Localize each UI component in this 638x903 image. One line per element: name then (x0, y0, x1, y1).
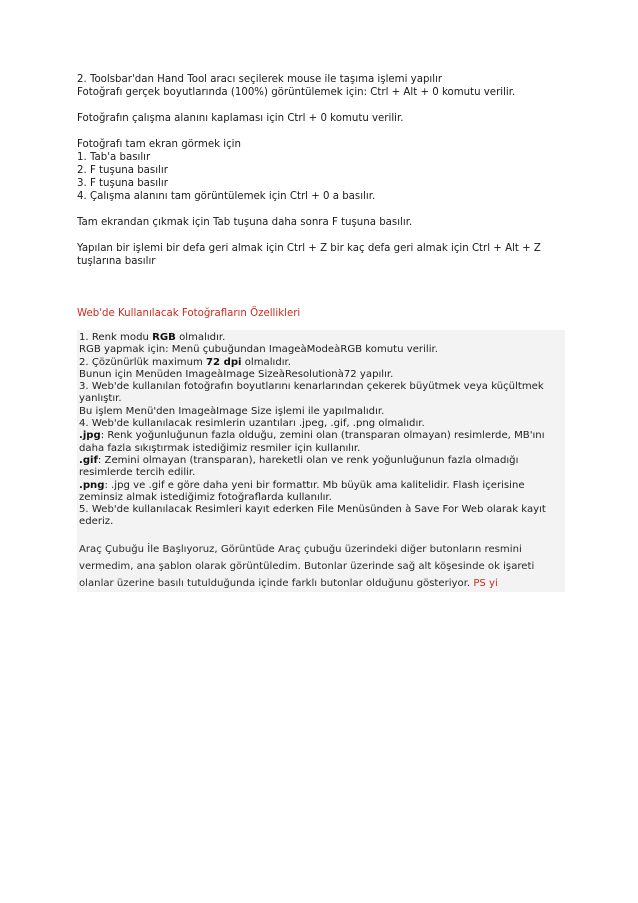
gif-description: .gif: Zemini olmayan (transparan), hareketli olan ve renk yoğunluğunun fazla olmadığı resimlerde tercih edilir. (79, 454, 519, 479)
rgb-bold: RGB (152, 332, 176, 343)
ps-link[interactable]: PS yi (473, 577, 498, 589)
resolution-line: 2. Çözünürlük maximum 72 dpi olmalıdır. (79, 356, 291, 368)
resize-howto-line: Bu işlem Menü'den ImageàImage Size işlemi ile yapılmalıdır. (79, 405, 385, 417)
toolbar-paragraph: Araç Çubuğu İle Başlıyoruz, Görüntüde Araç çubuğu üzerindeki diğer butonların resmini vermedim, ana şablon olarak görüntüledim. Butonlar üzerinde sağ alt köşesinde ok işareti olanlar üzerine basılı tutulduğunda içinde farklı butonlar olduğunu gösteriyor. PS yi (79, 543, 535, 589)
fullscreen-title: Fotoğrafı tam ekran görmek için (77, 139, 241, 150)
undo-paragraph: Yapılan bir işlemi bir defa geri almak için Ctrl + Z bir kaç defa geri almak için Ctrl + Alt + Z tuşlarına basılır (77, 243, 541, 267)
extensions-line: 4. Web'de kullanılacak resimlerin uzantıları .jpeg, .gif, .png olmalıdır. (79, 418, 425, 430)
png-description: .png: .jpg ve .gif e göre daha yeni bir formattır. Mb büyük ama kalitelidir. Flash içerisine zeminsiz almak istediğimiz fotoğraflarda kullanılır. (79, 479, 525, 503)
web-properties-box (77, 330, 565, 592)
document-page (77, 73, 565, 592)
fit-screen-line: Fotoğrafın çalışma alanını kaplaması için Ctrl + 0 komutu verilir. (77, 113, 404, 124)
color-mode-line: 1. Renk modu RGB olmalıdır. (79, 332, 226, 343)
dpi-bold: 72 dpi (206, 356, 242, 368)
resize-note: 3. Web'de kullanılan fotoğrafın boyutlarını kenarlarından çekerek büyütmek veya küçültmek yanlıştır. (79, 381, 544, 405)
fullscreen-step: 2. F tuşuna basılır (77, 165, 168, 176)
exit-fullscreen-line: Tam ekrandan çıkmak için Tab tuşuna daha sonra F tuşuna basılır. (77, 217, 413, 228)
fullscreen-step: 4. Çalışma alanını tam görüntülemek için Ctrl + 0 a basılır. (77, 191, 376, 202)
rgb-howto-line: RGB yapmak için: Menü çubuğundan ImageàModeàRGB komutu verilir. (79, 344, 438, 356)
section-heading: Web'de Kullanılacak Fotoğrafların Özellikleri (77, 308, 301, 319)
actual-size-line: Fotoğrafı gerçek boyutlarında (100%) görüntülemek için: Ctrl + Alt + 0 komutu verilir. (77, 87, 516, 98)
fullscreen-step: 3. F tuşuna basılır (77, 178, 168, 189)
save-for-web-line: 5. Web'de kullanılacak Resimleri kayıt ederken File Menüsünden à Save For Web olarak kayıt ederiz. (79, 504, 546, 528)
jpg-description: .jpg: Renk yoğunluğunun fazla olduğu, zemini olan (transparan olmayan) resimlerde, MB'ını daha fazla sıkıştırmak istediğimiz resmiler için kullanılır. (79, 430, 545, 454)
fullscreen-step: 1. Tab'a basılır (77, 152, 151, 163)
resolution-howto-line: Bunun için Menüden ImageàImage SizeàResolutionà72 yapılır. (79, 368, 394, 380)
hand-tool-line: 2. Toolsbar'dan Hand Tool aracı seçilerek mouse ile taşıma işlemi yapılır (77, 74, 443, 85)
